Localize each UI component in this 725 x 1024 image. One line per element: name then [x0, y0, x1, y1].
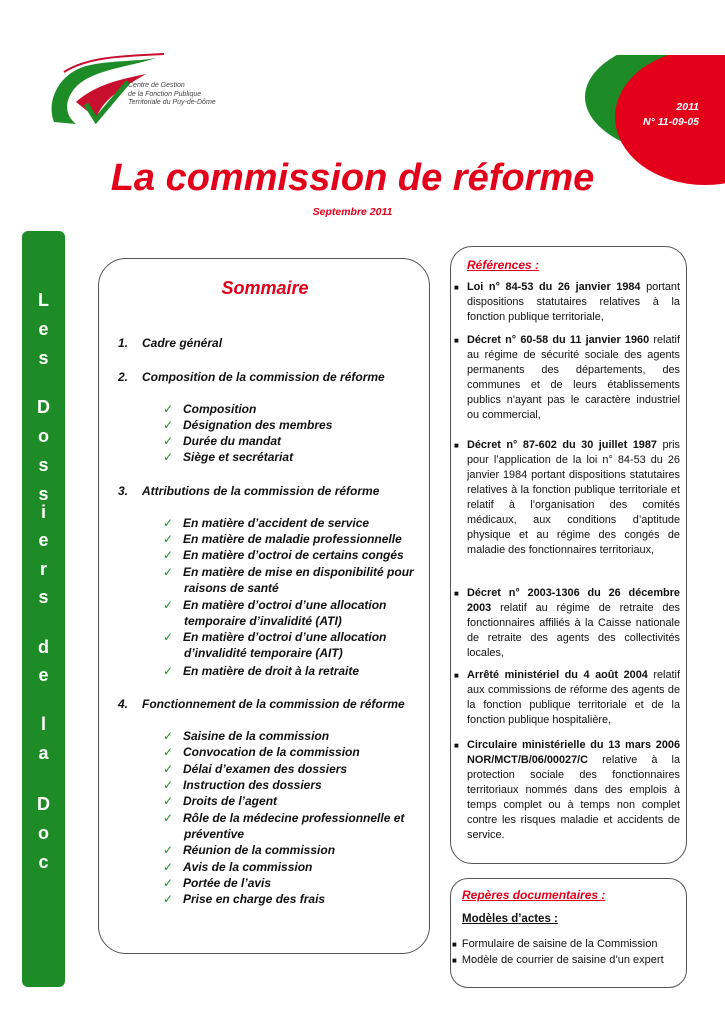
reference-item: ■ Arrêté ministériel du 4 août 2004 relatif aux commissions de réforme des agents de la fonction publique territoriale et de la fonction publique hospitalière, — [454, 669, 680, 726]
check-icon: ✓ — [163, 729, 174, 743]
side-letter: i — [40, 502, 46, 522]
check-icon: ✓ — [163, 778, 174, 792]
side-letter: d — [38, 637, 49, 657]
sommaire-section[interactable]: 3. Attributions de la commission de réforme — [118, 484, 380, 498]
side-letter: o — [38, 823, 49, 843]
check-icon: ✓ — [163, 892, 174, 906]
sommaire-item[interactable]: ✓ Rôle de la médecine professionnelle et — [163, 811, 405, 825]
side-letter: o — [38, 426, 49, 446]
sommaire-item-cont: temporaire d’invalidité (ATI) — [184, 614, 342, 628]
side-letter: l — [40, 714, 46, 734]
bullet-icon: ■ — [454, 589, 459, 598]
bullet-icon: ■ — [452, 940, 457, 949]
side-letter: r — [39, 559, 47, 579]
sommaire-item[interactable]: ✓ En matière d’octroi d’une allocation — [163, 630, 387, 644]
sommaire-item[interactable]: ✓ En matière d’octroi d’une allocation — [163, 598, 387, 612]
check-icon: ✓ — [163, 664, 174, 678]
sommaire-item[interactable]: ✓ En matière de maladie professionnelle — [163, 532, 402, 546]
sommaire-item-cont: préventive — [184, 827, 245, 841]
sommaire-section[interactable]: 1. Cadre général — [118, 336, 223, 350]
bullet-icon: ■ — [454, 336, 459, 345]
check-icon: ✓ — [163, 532, 174, 546]
side-letter: a — [38, 743, 49, 763]
sommaire-section[interactable]: 2. Composition de la commission de réforme — [118, 370, 385, 384]
sommaire-item[interactable]: ✓ Droits de l’agent — [163, 794, 278, 808]
sommaire-section[interactable]: 4. Fonctionnement de la commission de réforme — [118, 697, 405, 711]
modeles-subtitle: Modèles d’actes : — [462, 913, 558, 925]
sommaire-item[interactable]: ✓ Portée de l’avis — [163, 876, 272, 890]
check-icon: ✓ — [163, 418, 174, 432]
sommaire-item[interactable]: ✓ Composition — [163, 402, 257, 416]
sommaire-item[interactable]: ✓ Convocation de la commission — [163, 745, 360, 759]
bullet-icon: ■ — [454, 283, 459, 292]
check-icon: ✓ — [163, 516, 174, 530]
check-icon: ✓ — [163, 598, 174, 612]
sommaire-item[interactable]: ✓ En matière d’accident de service — [163, 516, 370, 530]
check-icon: ✓ — [163, 762, 174, 776]
sommaire-item[interactable]: ✓ Délai d’examen des dossiers — [163, 762, 348, 776]
check-icon: ✓ — [163, 811, 174, 825]
sommaire-item[interactable]: ✓ Désignation des membres — [163, 418, 333, 432]
corner-number: N° 11-09-05 — [643, 116, 699, 128]
sommaire-title: Sommaire — [221, 278, 309, 298]
sommaire-item[interactable]: ✓ Durée du mandat — [163, 434, 282, 448]
reference-item: ■ Décret n° 87-602 du 30 juillet 1987 pris pour l’application de la loi n° 84-53 du 26 janvier 1984 portant dispositions statutaires relatives à la fonction publique territoriale et relatif à l’organisation des comités médicaux, aux conditions d’aptitude physique et au régime des congés de maladie des fonctionnaires territoriaux, — [454, 439, 681, 556]
reperes-link[interactable]: ■ Modèle de courrier de saisine d’un expert — [452, 954, 664, 966]
side-letter: s — [38, 455, 49, 475]
sommaire-item[interactable]: ✓ Saisine de la commission — [163, 729, 330, 743]
sommaire-item[interactable]: ✓ Prise en charge des frais — [163, 892, 326, 906]
check-icon: ✓ — [163, 745, 174, 759]
side-letter: c — [38, 852, 49, 872]
sommaire-item[interactable]: ✓ En matière de droit à la retraite — [163, 664, 360, 678]
page-title: La commission de réforme — [110, 157, 595, 199]
sommaire-item[interactable]: ✓ Réunion de la commission — [163, 843, 336, 857]
reference-item: ■ Loi n° 84-53 du 26 janvier 1984 portant dispositions statutaires relatives à la fonction publique territoriale, — [454, 281, 680, 323]
sommaire-item-cont: raisons de santé — [184, 581, 279, 595]
bullet-icon: ■ — [452, 956, 457, 965]
side-letter: e — [38, 665, 49, 685]
side-letter: s — [38, 587, 49, 607]
side-bar — [22, 231, 65, 987]
bullet-icon: ■ — [454, 671, 459, 680]
side-letter: D — [37, 397, 50, 417]
reperes-link[interactable]: ■ Formulaire de saisine de la Commission — [452, 938, 658, 950]
reperes-title: Repères documentaires : — [462, 888, 606, 902]
bullet-icon: ■ — [454, 441, 459, 450]
sommaire-item[interactable]: ✓ Avis de la commission — [163, 860, 313, 874]
check-icon: ✓ — [163, 402, 174, 416]
reference-item: ■ Décret n° 60-58 du 11 janvier 1960 relatif au régime de sécurité sociale des agents permanents des départements, des communes et de leurs établissements publics n'ayant pas le caractère industriel ou commercial, — [454, 334, 680, 421]
check-icon: ✓ — [163, 876, 174, 890]
check-icon: ✓ — [163, 548, 174, 562]
side-letter: s — [38, 348, 49, 368]
sommaire-item[interactable]: ✓ En matière d’octroi de certains congés — [163, 548, 404, 562]
corner-text — [625, 100, 725, 130]
check-icon: ✓ — [163, 843, 174, 857]
check-icon: ✓ — [163, 794, 174, 808]
side-letter: e — [38, 319, 49, 339]
sommaire-item[interactable]: ✓ Instruction des dossiers — [163, 778, 322, 792]
logo-text: Centre de Gestion de la Fonction Publique Territoriale du Puy-de-Dôme — [128, 82, 216, 106]
corner-year: 2011 — [676, 101, 699, 113]
sommaire-item[interactable]: ✓ Siège et secrétariat — [163, 450, 294, 464]
reference-item: ■ Décret n° 2003-1306 du 26 décembre 2003 relatif au régime de retraite des fonctionnaires affiliés à la Caisse nationale de retraite des agents des collectivités locales, — [454, 587, 680, 659]
sommaire-item-cont: d’invalidité temporaire (AIT) — [184, 646, 343, 660]
check-icon: ✓ — [163, 860, 174, 874]
check-icon: ✓ — [163, 565, 174, 579]
side-letter: L — [38, 290, 49, 310]
sommaire-item[interactable]: ✓ En matière de mise en disponibilité pour — [163, 565, 414, 579]
page-date: Septembre 2011 — [312, 206, 393, 218]
check-icon: ✓ — [163, 630, 174, 644]
side-letter: D — [37, 794, 50, 814]
reference-item: ■ Circulaire ministérielle du 13 mars 2006 NOR/MCT/B/06/00027/C relative à la protection sociale des fonctionnaires territoriaux nommés dans des emplois à temps complet ou à temps non complet contre les risques maladie et accidents de service. — [454, 739, 680, 841]
side-letter: e — [38, 530, 49, 550]
side-letter: s — [38, 484, 49, 504]
references-title: Références : — [467, 258, 540, 272]
check-icon: ✓ — [163, 450, 174, 464]
check-icon: ✓ — [163, 434, 174, 448]
bullet-icon: ■ — [454, 741, 459, 750]
